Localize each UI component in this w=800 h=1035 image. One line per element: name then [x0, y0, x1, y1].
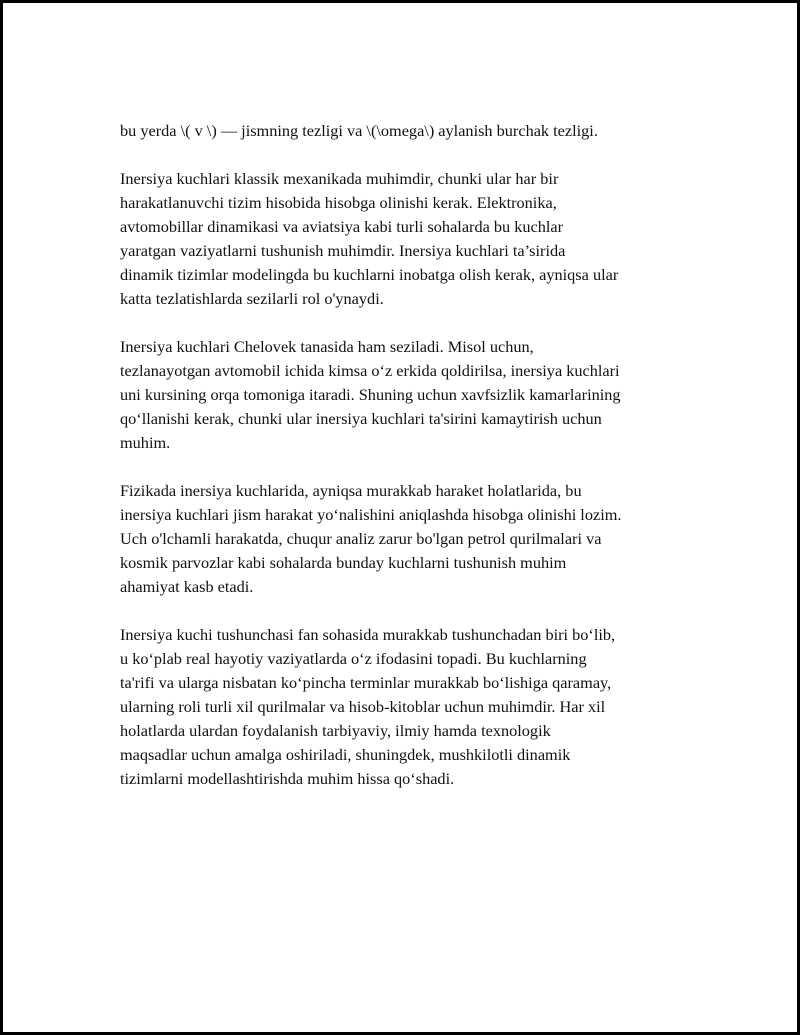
- text-line: tizimlarni modellashtirishda muhim hissa qo‘shadi.: [120, 769, 455, 788]
- paragraph-1: [120, 119, 700, 143]
- text-line: Inersiya kuchlari klassik mexanikada muhimdir, chunki ular har bir: [120, 169, 559, 188]
- text-line: yaratgan vaziyatlarni tushunish muhimdir. Inersiya kuchlari ta’sirida: [120, 241, 566, 260]
- text-line: Inersiya kuchi tushunchasi fan sohasida murakkab tushunchadan biri bo‘lib,: [120, 625, 616, 644]
- text-line: Uch o'lchamli harakatda, chuqur analiz zarur bo'lgan petrol qurilmalari va: [120, 529, 602, 548]
- document-body: [120, 119, 700, 815]
- text-line: ahamiyat kasb etadi.: [120, 577, 254, 596]
- text-line: qo‘llanishi kerak, chunki ular inersiya kuchlari ta'sirini kamaytirish uchun: [120, 409, 602, 428]
- text-line: u ko‘plab real hayotiy vaziyatlarda o‘z ifodasini topadi. Bu kuchlarning: [120, 649, 587, 668]
- paragraph-5: [120, 623, 700, 791]
- text-line: Inersiya kuchlari Chelovek tanasida ham seziladi. Misol uchun,: [120, 337, 534, 356]
- paragraph-3: [120, 335, 700, 455]
- text-line: bu yerda \( v \) — jismning tezligi va \(\omega\) aylanish burchak tezligi.: [120, 121, 598, 140]
- text-line: dinamik tizimlar modelingda bu kuchlarni inobatga olish kerak, ayniqsa ular: [120, 265, 619, 284]
- text-line: tezlanayotgan avtomobil ichida kimsa o‘z erkida qoldirilsa, inersiya kuchlari: [120, 361, 620, 380]
- text-line: kosmik parvozlar kabi sohalarda bunday kuchlarni tushunish muhim: [120, 553, 567, 572]
- text-line: Fizikada inersiya kuchlarida, ayniqsa murakkab haraket holatlarida, bu: [120, 481, 582, 500]
- text-line: muhim.: [120, 433, 171, 452]
- paragraph-2: [120, 167, 700, 311]
- text-line: avtomobillar dinamikasi va aviatsiya kabi turli sohalarda bu kuchlar: [120, 217, 564, 236]
- text-line: uni kursining orqa tomoniga itaradi. Shuning uchun xavfsizlik kamarlarining: [120, 385, 621, 404]
- text-line: harakatlanuvchi tizim hisobida hisobga olinishi kerak. Elektronika,: [120, 193, 557, 212]
- text-line: inersiya kuchlari jism harakat yo‘nalishini aniqlashda hisobga olinishi lozim.: [120, 505, 622, 524]
- text-line: ularning roli turli xil qurilmalar va hisob-kitoblar uchun muhimdir. Har xil: [120, 697, 606, 716]
- text-line: katta tezlatishlarda sezilarli rol o'ynaydi.: [120, 289, 384, 308]
- text-line: ta'rifi va ularga nisbatan ko‘pincha terminlar murakkab bo‘lishiga qaramay,: [120, 673, 612, 692]
- text-line: holatlarda ulardan foydalanish tarbiyaviy, ilmiy hamda texnologik: [120, 721, 551, 740]
- text-line: maqsadlar uchun amalga oshiriladi, shuningdek, mushkilotli dinamik: [120, 745, 571, 764]
- paragraph-4: [120, 479, 700, 599]
